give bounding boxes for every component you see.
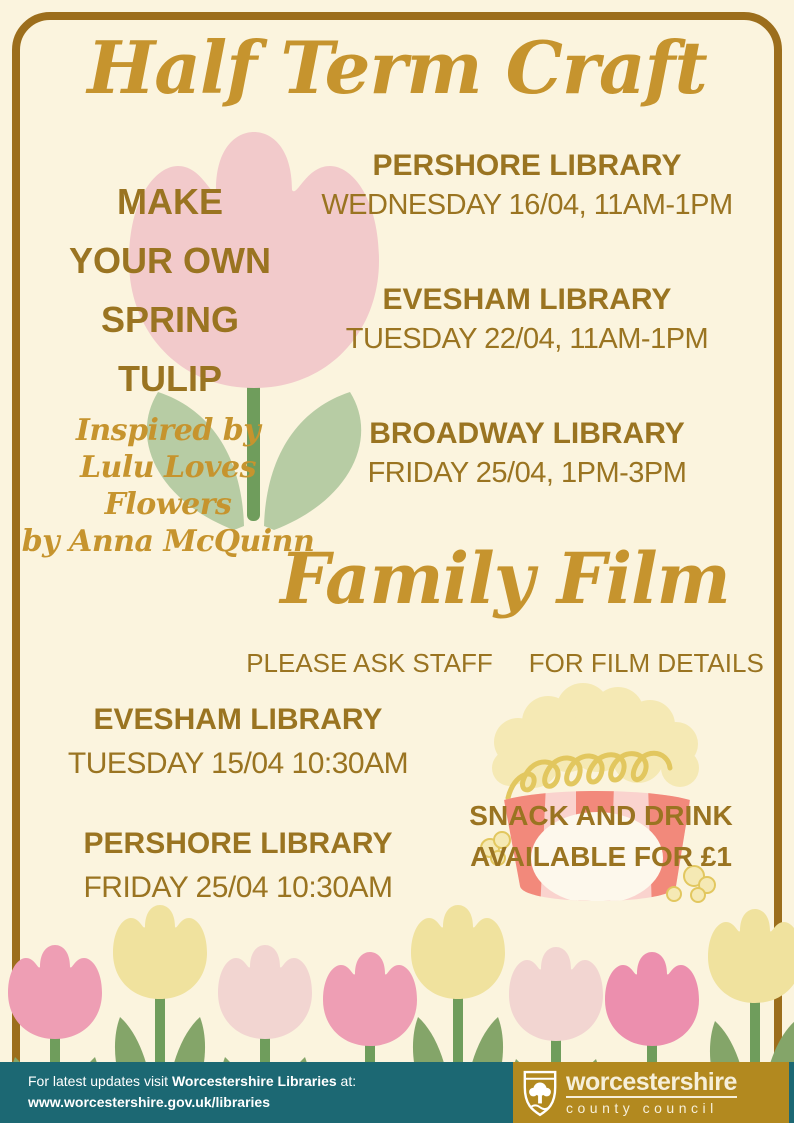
craft-promo (28, 172, 312, 408)
snack-note (436, 795, 766, 877)
inspired-line: by Anna McQuinn (21, 524, 315, 559)
library-name: EVESHAM LIBRARY (382, 283, 672, 316)
footer-line1-suffix: at: (336, 1073, 357, 1089)
footer-line1-bold: Worcestershire Libraries (171, 1073, 337, 1089)
footer-text (28, 1071, 356, 1113)
council-crest-icon (521, 1068, 559, 1118)
council-subtitle: county council (566, 1099, 718, 1116)
promo-line: MAKE (117, 181, 223, 222)
footer-updates-line (28, 1071, 356, 1092)
event-datetime: WEDNESDAY 16/04, 11AM-1PM (321, 189, 733, 221)
council-logo (513, 1062, 789, 1123)
inspired-line: Lulu Loves Flowers (79, 450, 257, 522)
council-logo-text (566, 1067, 737, 1116)
library-name: EVESHAM LIBRARY (93, 703, 383, 736)
library-name: PERSHORE LIBRARY (83, 827, 393, 860)
film-note-right: FOR FILM DETAILS (528, 648, 764, 678)
event-datetime: FRIDAY 25/04, 1PM-3PM (367, 457, 687, 489)
footer-line1-prefix: For latest updates visit (28, 1073, 172, 1089)
film-note-left: PLEASE ASK STAFF (246, 648, 493, 678)
craft-event (288, 414, 766, 492)
promo-line: TULIP (118, 358, 222, 399)
film-note (180, 648, 794, 679)
event-datetime: TUESDAY 22/04, 11AM-1PM (345, 323, 709, 355)
event-datetime: TUESDAY 15/04 10:30AM (67, 747, 409, 780)
craft-events-list (288, 146, 766, 548)
inspired-line: Inspired by (75, 413, 261, 448)
council-name: worcestershire (566, 1067, 737, 1096)
promo-line: SPRING (100, 299, 240, 340)
page-title: Half Term Craft (87, 25, 707, 110)
library-name: BROADWAY LIBRARY (369, 417, 685, 450)
footer (0, 1062, 794, 1123)
snack-line: SNACK AND DRINK (469, 800, 733, 831)
promo-line: YOUR OWN (69, 240, 271, 281)
footer-url: www.worcestershire.gov.uk/libraries (28, 1094, 270, 1110)
event-datetime: FRIDAY 25/04 10:30AM (83, 871, 393, 904)
inspired-credit (18, 412, 318, 560)
craft-event (288, 280, 766, 358)
film-event (16, 700, 460, 784)
craft-event (288, 146, 766, 224)
snack-line: AVAILABLE FOR £1 (470, 841, 732, 872)
film-section-title: Family Film (280, 537, 730, 620)
library-name: PERSHORE LIBRARY (372, 149, 682, 182)
